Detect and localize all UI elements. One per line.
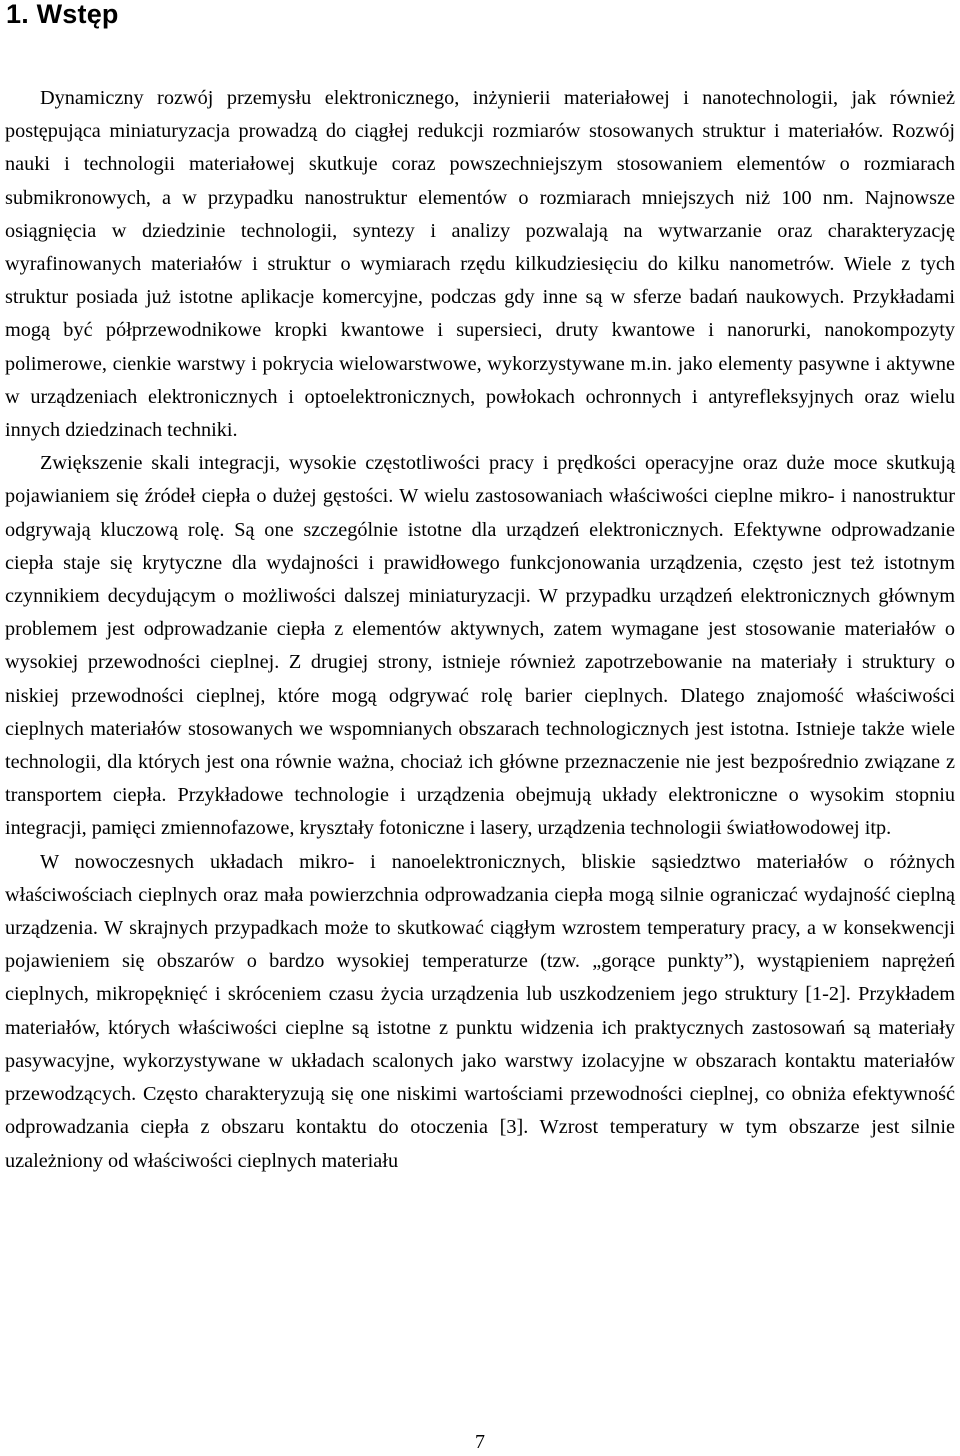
page-number: 7 — [475, 1431, 485, 1453]
paragraph-3: W nowoczesnych układach mikro- i nanoelektronicznych, bliskie sąsiedztwo materiałów o różnych właściwościach cieplnych oraz mała powierzchnia odprowadzania ciepła mogą silnie ograniczać wydajność cieplną urządzenia. W skrajnych przypadkach może to skutkować ciągłym wzrostem temperatury pracy, a w konsekwencji pojawieniem się obszarów o bardzo wysokiej temperaturze (tzw. „gorące punkty”), wystąpieniem naprężeń cieplnych, mikropęknięć i skróceniem czasu życia urządzenia lub uszkodzeniem jego struktury [1-2]. Przykładem materiałów, których właściwości cieplne są istotne z punktu widzenia ich praktycznych zastosowań są materiały pasywacyjne, wykorzystywane w układach scalonych jako warstwy izolacyjne w obszarach kontaktu materiałów przewodzących. Często charakteryzują się one niskimi wartościami przewodności cieplnej, co obniża efektywność odprowadzania ciepła z obszaru kontaktu do otoczenia [3]. Wzrost temperatury w tym obszarze jest silnie uzależniony od właściwości cieplnych materiału — [5, 850, 955, 1172]
body-text — [5, 82, 955, 1178]
section-heading: 1. Wstęp — [6, 0, 119, 29]
paragraph-2: Zwiększenie skali integracji, wysokie częstotliwości pracy i prędkości operacyjne oraz duże moce skutkują pojawianiem się źródeł ciepła o dużej gęstości. W wielu zastosowaniach właściwości cieplne mikro- i nanostruktur odgrywają kluczową rolę. Są one szczególnie istotne dla urządzeń elektronicznych. Efektywne odprowadzanie ciepła staje się krytyczne dla wydajności i prawidłowego funkcjonowania urządzenia, często jest też istotnym czynnikiem decydującym o możliwości dalszej miniaturyzacji. W przypadku urządzeń elektronicznych głównym problemem jest odprowadzanie ciepła z elementów aktywnych, zatem wymagane jest stosowanie materiałów o wysokiej przewodności cieplnej. Z drugiej strony, istnieje również zapotrzebowanie na materiały i struktury o niskiej przewodności cieplnej, które mogą odgrywać rolę barier cieplnych. Dlatego znajomość właściwości cieplnych materiałów stosowanych we wspomnianych obszarach technologicznych jest istotna. Istnieje także wiele technologii, dla których jest ona równie ważna, chociaż ich główne przeznaczenie nie jest bezpośrednio związane z transportem ciepła. Przykładowe technologie i urządzenia obejmują układy elektroniczne o wysokim stopniu integracji, pamięci zmiennofazowe, kryształy fotoniczne i lasery, urządzenia technologii światłowodowej itp. — [5, 452, 955, 840]
paragraph-1: Dynamiczny rozwój przemysłu elektronicznego, inżynierii materiałowej i nanotechnologii, jak również postępująca miniaturyzacja prowadzą do ciągłej redukcji rozmiarów stosowanych struktur i materiałów. Rozwój nauki i technologii materiałowej skutkuje coraz powszechniejszym stosowaniem elementów o rozmiarach submikronowych, a w przypadku nanostruktur elementów o rozmiarach mniejszych niż 100 nm. Najnowsze osiągnięcia w dziedzinie technologii, syntezy i analizy pozwalają na wytwarzanie oraz charakteryzację wyrafinowanych materiałów i struktur o wymiarach rzędu kilkudziesięciu do kilku nanometrów. Wiele z tych struktur posiada już istotne aplikacje komercyjne, podczas gdy inne są w sferze badań naukowych. Przykładami mogą być półprzewodnikowe kropki kwantowe i supersieci, druty kwantowe i nanorurki, nanokompozyty polimerowe, cienkie warstwy i pokrycia wielowarstwowe, wykorzystywane m.in. jako elementy pasywne i aktywne w urządzeniach elektronicznych i optoelektronicznych, powłokach ochronnych i antyrefleksyjnych oraz wielu innych dziedzinach techniki. — [5, 87, 955, 442]
